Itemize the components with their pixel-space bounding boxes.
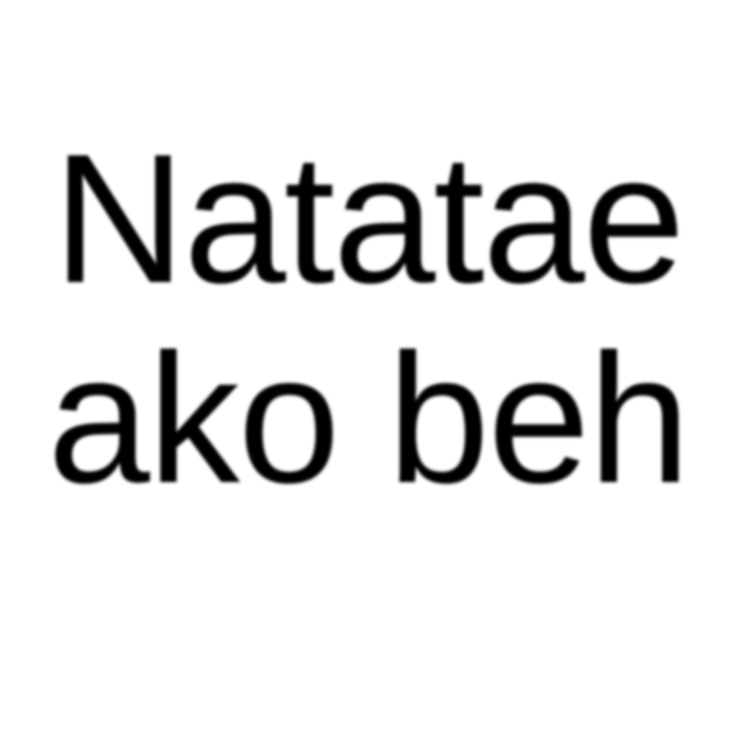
caption-line-1: Natatae xyxy=(52,115,684,321)
caption-line-2: ako beh xyxy=(47,315,689,521)
caption-text xyxy=(0,115,736,521)
